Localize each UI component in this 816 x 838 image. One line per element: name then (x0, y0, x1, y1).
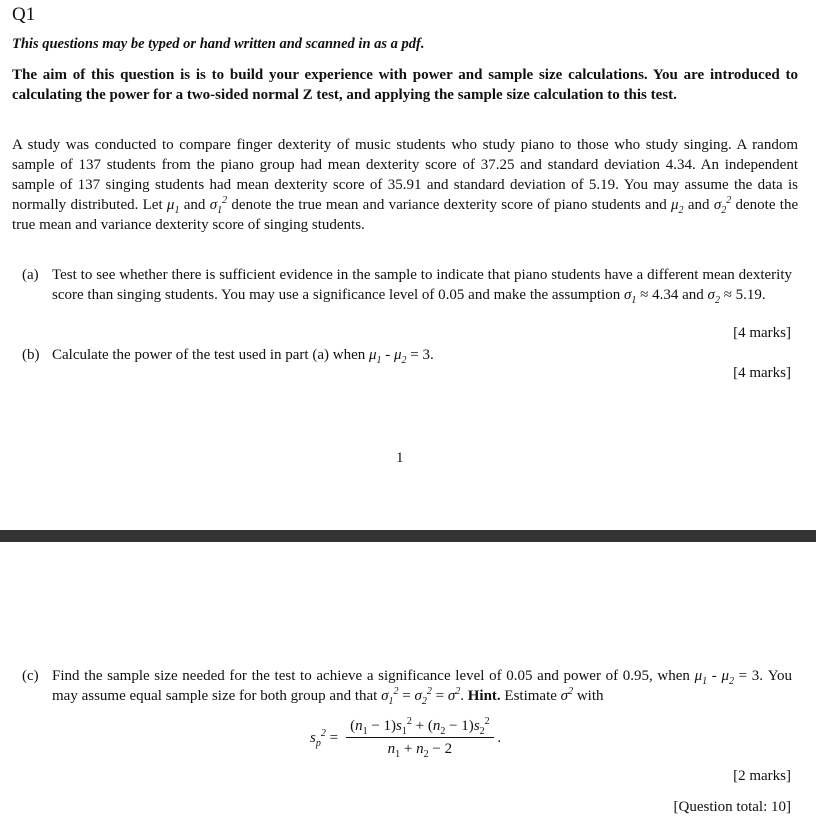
page-number: 1 (396, 450, 404, 466)
part-a-text: Test to see whether there is sufficient evidence in the sample to indicate that piano students have a different mean dexterity score than singing students. You may use a significance level of 0.05 and make the assumption $\sigma_1 \approx 4.34$ and $\sigma_2 \approx 5.19$. (52, 267, 792, 306)
intro-text: A study was conducted to compare finger dexterity of music students who study piano to those who study singing. A random sample of 137 students from the piano group had mean dexterity score of 37.25 and standard deviation 4.34. An independent sample of 137 singing students had mean dexterity score of 35.91 and standard deviation of 5.19. You may assume the data is normally distributed. Let (12, 137, 798, 213)
part-a-marks: [4 marks] (733, 325, 791, 341)
intro-and-1: and (183, 197, 206, 213)
page-separator (0, 530, 816, 542)
pooled-variance-formula: $s_p^2$ = $\frac{(n_1 - 1)s_1^2 + (n_2 - 1)s_2^2}{n_1 + n_2 - 2}$ . (310, 716, 502, 760)
question-total: [Question total: 10] (673, 799, 791, 815)
part-a-label: (a) (22, 267, 39, 283)
submission-note: This questions may be typed or hand written and scanned in as a pdf. (12, 36, 425, 52)
page-2 (0, 542, 816, 838)
part-b-marks: [4 marks] (733, 365, 791, 381)
aim-paragraph: The aim of this question is is to build your experience with power and sample size calculations. You are introduced to calculating the power for a two-sided normal Z test, and applying the sample size calculation to this test. (12, 67, 798, 103)
intro-and-2: and (687, 197, 710, 213)
part-c-text: Find the sample size needed for the test to achieve a significance level of 0.05 and power of 0.95, when $\mu_1 - \mu_2 = 3$. You may assume equal sample size for both group and that $\sigma_1^2 = \sigma_2^2 = \sigma^2$. Hint. Estimate $\sigma^2$ with (52, 668, 793, 707)
intro-paragraph: A study was conducted to compare finger dexterity of music students who study piano to those who study singing. A random sample of 137 students from the piano group had mean dexterity score of 37.25 and standard deviation 4.34. An independent sample of 137 singing students had mean dexterity score of 35.91 and standard deviation of 5.19. You may assume the data is normally distributed. Let $\mu_1$ and $\sigma_1^2$ denote the true mean and variance dexterity score of piano students and $\mu_2$ and $\sigma_2^2$ denote the true mean and variance dexterity score of singing students. (12, 137, 799, 233)
question-title: Q1 (12, 4, 36, 25)
part-c-marks: [2 marks] (733, 768, 791, 784)
part-b-label: (b) (22, 347, 40, 363)
intro-denote-2: denote the true mean and variance dexterity score of singing students. (12, 197, 799, 233)
intro-denote-1: denote the true mean and variance dexterity score of piano students and (231, 197, 667, 213)
part-b-text: Calculate the power of the test used in part (a) when $\mu_1 - \mu_2 = 3$. (52, 347, 434, 366)
part-c-label: (c) (22, 668, 39, 684)
